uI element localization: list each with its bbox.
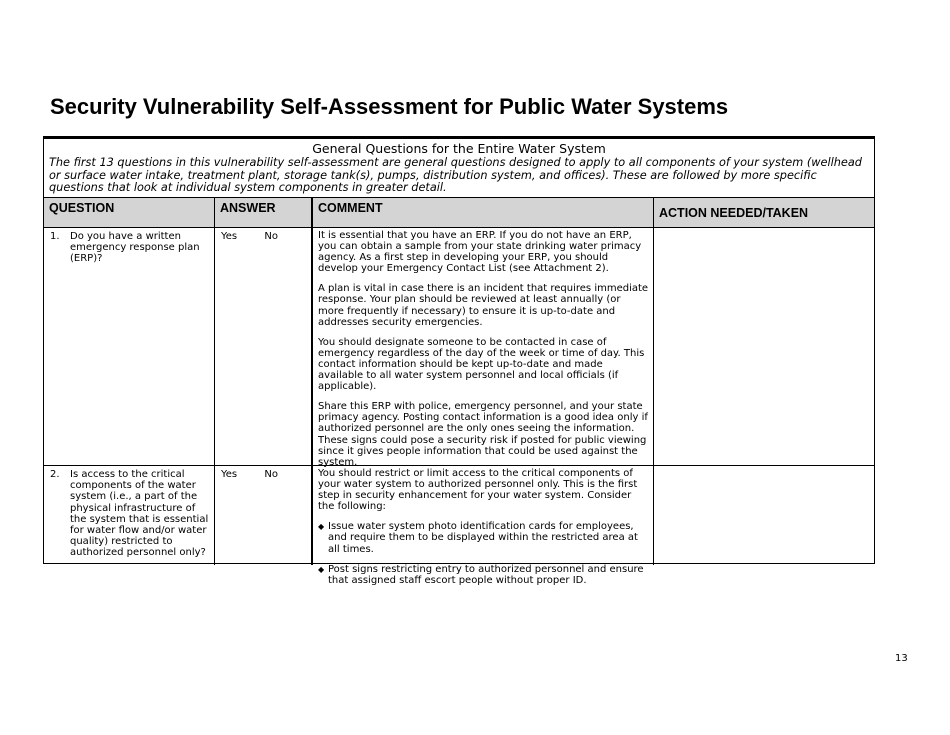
action-cell[interactable] xyxy=(654,466,874,565)
section-title: General Questions for the Entire Water System xyxy=(312,141,606,156)
column-header-question: QUESTION xyxy=(44,198,215,227)
bullet-text: Post signs restricting entry to authorized personnel and ensure that assigned staff escort people without proper ID. xyxy=(328,563,644,586)
comment-paragraph: You should restrict or limit access to the critical components of your water system to authorized personnel only. This is the first step in security enhancement for your water system. Consider the following: xyxy=(318,468,638,513)
answer-yes-option[interactable]: Yes xyxy=(221,231,238,242)
question-text: Do you have a written emergency response plan (ERP)? xyxy=(70,231,200,265)
table-row xyxy=(44,228,874,466)
table-row xyxy=(44,466,874,586)
column-header-comment: COMMENT xyxy=(313,198,654,227)
list-item xyxy=(318,521,649,554)
diamond-bullet-icon: ◆ xyxy=(318,564,325,574)
comment-cell xyxy=(313,466,654,586)
page-title: Security Vulnerability Self-Assessment for Public Water Systems xyxy=(50,94,729,119)
diamond-bullet-icon: ◆ xyxy=(318,522,325,532)
comment-cell xyxy=(313,228,654,468)
question-cell xyxy=(44,228,215,465)
action-cell[interactable] xyxy=(654,228,874,465)
question-number: 1. xyxy=(50,231,60,242)
column-header-answer: ANSWER xyxy=(215,198,313,227)
answer-yes-option[interactable]: Yes xyxy=(221,469,238,480)
question-number: 2. xyxy=(50,469,60,480)
comment-paragraph: A plan is vital in case there is an incident that requires immediate response. Your plan should be reviewed at least annually (or more frequently if necessary) to ensure it is up-to-date and addresses security emergencies. xyxy=(318,283,649,328)
comment-paragraph: It is essential that you have an ERP. If you do not have an ERP, you can obtain a sample from your state drinking water primacy agency. As a first step in developing your ERP, you should develop your Emergency Contact List (see Attachment 2). xyxy=(318,230,642,275)
comment-bullet-list xyxy=(318,521,649,585)
answer-cell xyxy=(215,466,313,565)
page-number: 13 xyxy=(895,653,908,664)
question-text: Is access to the critical components of the water system (i.e., a part of the physical infrastructure of the system that is essential for water flow and/or water quality) restricted to authorized personnel only? xyxy=(70,469,209,559)
question-cell xyxy=(44,466,215,565)
section-intro: The first 13 questions in this vulnerability self-assessment are general questions designed to apply to all components of your system (wellhead or surface water intake, treatment plant, storage tank(s), pumps, distribution system, and offices). These are followed by more specific questions that look at individual system components in greater detail. xyxy=(49,156,862,194)
list-item xyxy=(318,564,649,586)
column-header-action: ACTION NEEDED/TAKEN xyxy=(659,206,809,220)
comment-paragraph: Share this ERP with police, emergency personnel, and your state primacy agency. Posting contact information is a good idea only if authorized personnel are the only ones seeing the information. These signs could pose a security risk if posted for public viewing since it gives people information that could be used against the system. xyxy=(318,401,648,468)
answer-no-option[interactable]: No xyxy=(264,469,278,480)
section-header xyxy=(44,139,874,198)
bullet-text: Issue water system photo identification cards for employees, and require them to be displayed within the restricted area at all times. xyxy=(328,521,638,555)
table-header xyxy=(44,198,874,228)
answer-no-option[interactable]: No xyxy=(264,231,278,242)
comment-paragraph: You should designate someone to be contacted in case of emergency regardless of the day of the week or time of day. This contact information should be kept up-to-date and made available to all water system personnel and local officials (if applicable). xyxy=(318,336,645,393)
assessment-table xyxy=(43,136,875,586)
answer-cell xyxy=(215,228,313,465)
